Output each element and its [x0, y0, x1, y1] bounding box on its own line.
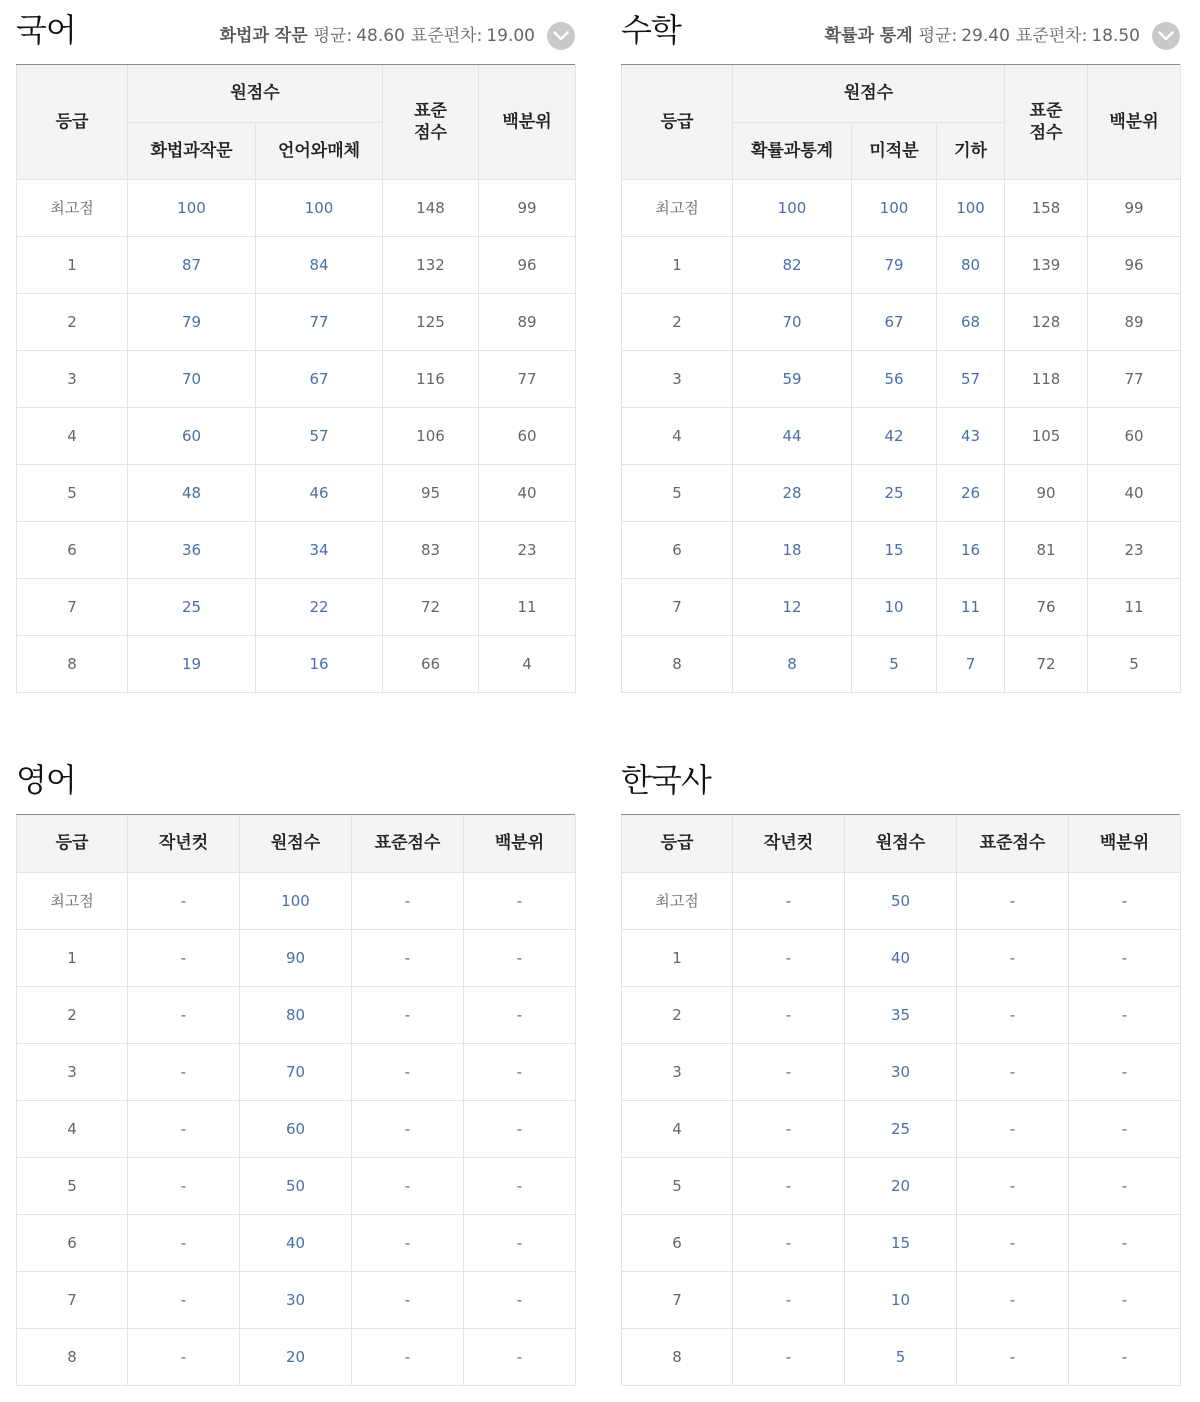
chevron-down-icon — [553, 31, 569, 41]
raw-score-cell: 84 — [256, 236, 383, 293]
table-row — [622, 929, 1181, 986]
table-cell: - — [352, 1214, 464, 1271]
table-cell: - — [464, 1043, 576, 1100]
raw-score-cell: 44 — [733, 407, 852, 464]
table-cell: - — [464, 1271, 576, 1328]
english-grade-header: 등급 — [17, 815, 128, 872]
grade-cell: 최고점 — [622, 872, 733, 929]
table-cell: - — [957, 1100, 1069, 1157]
table-cell: 89 — [479, 293, 576, 350]
table-cell: 11 — [1088, 578, 1181, 635]
table-cell: - — [352, 929, 464, 986]
table-cell: - — [1069, 1043, 1181, 1100]
table-row — [622, 1214, 1181, 1271]
grade-cell: 1 — [622, 929, 733, 986]
raw-score-cell: 25 — [128, 578, 256, 635]
raw-score-cell: 25 — [845, 1100, 957, 1157]
table-row — [17, 1328, 576, 1385]
table-cell: - — [128, 986, 240, 1043]
raw-score-cell: 100 — [128, 179, 256, 236]
grade-cell: 최고점 — [17, 872, 128, 929]
table-row — [17, 1214, 576, 1271]
english-table — [16, 815, 576, 1386]
raw-score-cell: 22 — [256, 578, 383, 635]
grade-cell: 7 — [622, 578, 733, 635]
grade-cell: 3 — [622, 350, 733, 407]
korean-table-body — [17, 179, 576, 692]
table-row — [622, 872, 1181, 929]
table-row — [17, 635, 576, 692]
raw-score-cell: 79 — [128, 293, 256, 350]
table-cell: - — [464, 986, 576, 1043]
grade-cell: 4 — [622, 407, 733, 464]
table-cell: 83 — [383, 521, 479, 578]
raw-score-cell: 57 — [937, 350, 1005, 407]
table-cell: 99 — [479, 179, 576, 236]
grade-cell: 최고점 — [622, 179, 733, 236]
korean-mean-label: 평균: — [313, 26, 353, 46]
english-header — [16, 748, 575, 815]
math-sub1-header: 확률과통계 — [733, 122, 852, 179]
raw-score-cell: 40 — [240, 1214, 352, 1271]
grade-cell: 3 — [622, 1043, 733, 1100]
math-sd-value: 18.50 — [1091, 26, 1140, 46]
table-cell: 11 — [479, 578, 576, 635]
table-cell: 128 — [1005, 293, 1088, 350]
table-cell: 132 — [383, 236, 479, 293]
raw-score-cell: 35 — [845, 986, 957, 1043]
table-row — [622, 1043, 1181, 1100]
table-row — [622, 986, 1181, 1043]
korean-std-header — [383, 65, 479, 179]
table-cell: 72 — [1005, 635, 1088, 692]
table-cell: - — [1069, 1271, 1181, 1328]
table-row — [17, 986, 576, 1043]
table-cell: - — [464, 872, 576, 929]
raw-score-cell: 28 — [733, 464, 852, 521]
table-row — [622, 1100, 1181, 1157]
table-row — [622, 635, 1181, 692]
table-cell: - — [128, 1328, 240, 1385]
raw-score-cell: 67 — [256, 350, 383, 407]
table-row — [17, 407, 576, 464]
table-cell: 96 — [1088, 236, 1181, 293]
korean-title: 국어 — [16, 11, 76, 49]
table-cell: - — [464, 1100, 576, 1157]
raw-score-cell: 70 — [128, 350, 256, 407]
raw-score-cell: 10 — [845, 1271, 957, 1328]
raw-score-cell: 19 — [128, 635, 256, 692]
history-grade-header: 등급 — [622, 815, 733, 872]
table-cell: - — [957, 1157, 1069, 1214]
math-std-header-line1: 표준 — [1029, 100, 1063, 121]
table-cell: 81 — [1005, 521, 1088, 578]
table-row — [17, 1271, 576, 1328]
table-cell: - — [1069, 1214, 1181, 1271]
raw-score-cell: 80 — [937, 236, 1005, 293]
history-panel — [621, 748, 1180, 1386]
raw-score-cell: 20 — [845, 1157, 957, 1214]
raw-score-cell: 100 — [733, 179, 852, 236]
table-row — [622, 1271, 1181, 1328]
korean-panel — [16, 0, 575, 693]
grade-cell: 2 — [17, 293, 128, 350]
table-cell: - — [733, 986, 845, 1043]
table-cell: - — [733, 1214, 845, 1271]
table-row — [622, 350, 1181, 407]
table-cell: - — [1069, 986, 1181, 1043]
table-cell: 95 — [383, 464, 479, 521]
table-cell: 23 — [479, 521, 576, 578]
raw-score-cell: 12 — [733, 578, 852, 635]
raw-score-cell: 100 — [937, 179, 1005, 236]
raw-score-cell: 80 — [240, 986, 352, 1043]
table-cell: 105 — [1005, 407, 1088, 464]
table-cell: - — [1069, 1157, 1181, 1214]
table-cell: - — [128, 1157, 240, 1214]
grade-cell: 최고점 — [17, 179, 128, 236]
raw-score-cell: 36 — [128, 521, 256, 578]
raw-score-cell: 59 — [733, 350, 852, 407]
table-row — [17, 1100, 576, 1157]
table-cell: 77 — [1088, 350, 1181, 407]
korean-mean-value: 48.60 — [356, 26, 405, 46]
raw-score-cell: 30 — [240, 1271, 352, 1328]
grade-cell: 4 — [17, 407, 128, 464]
raw-score-cell: 68 — [937, 293, 1005, 350]
table-cell: 106 — [383, 407, 479, 464]
raw-score-cell: 20 — [240, 1328, 352, 1385]
grade-cell: 6 — [622, 521, 733, 578]
raw-score-cell: 46 — [256, 464, 383, 521]
raw-score-cell: 70 — [733, 293, 852, 350]
table-row — [17, 578, 576, 635]
grade-cell: 2 — [622, 986, 733, 1043]
english-std-header: 표준점수 — [352, 815, 464, 872]
math-title: 수학 — [621, 11, 681, 49]
table-row — [17, 929, 576, 986]
table-cell: - — [128, 872, 240, 929]
table-cell: - — [464, 1214, 576, 1271]
table-row — [17, 293, 576, 350]
table-row — [622, 293, 1181, 350]
raw-score-cell: 100 — [240, 872, 352, 929]
chevron-down-icon — [1158, 31, 1174, 41]
grade-cell: 3 — [17, 350, 128, 407]
raw-score-cell: 50 — [845, 872, 957, 929]
grade-cell: 3 — [17, 1043, 128, 1100]
raw-score-cell: 100 — [852, 179, 937, 236]
table-row — [17, 521, 576, 578]
history-title: 한국사 — [621, 761, 711, 799]
table-cell: 89 — [1088, 293, 1181, 350]
korean-pct-header: 백분위 — [479, 65, 576, 179]
table-cell: 99 — [1088, 179, 1181, 236]
history-header — [621, 748, 1180, 815]
table-cell: - — [1069, 1328, 1181, 1385]
table-cell: - — [128, 1043, 240, 1100]
table-row — [17, 350, 576, 407]
raw-score-cell: 50 — [240, 1157, 352, 1214]
table-cell: - — [733, 929, 845, 986]
table-cell: - — [957, 872, 1069, 929]
table-cell: 66 — [383, 635, 479, 692]
raw-score-cell: 8 — [733, 635, 852, 692]
table-row — [622, 236, 1181, 293]
table-cell: - — [352, 986, 464, 1043]
grade-cell: 6 — [622, 1214, 733, 1271]
table-cell: 60 — [479, 407, 576, 464]
table-cell: 116 — [383, 350, 479, 407]
table-row — [17, 872, 576, 929]
table-cell: - — [352, 1271, 464, 1328]
korean-grade-header: 등급 — [17, 65, 128, 179]
table-cell: 23 — [1088, 521, 1181, 578]
korean-sd-value: 19.00 — [486, 26, 535, 46]
table-cell: - — [352, 872, 464, 929]
raw-score-cell: 60 — [240, 1100, 352, 1157]
history-table — [621, 815, 1181, 1386]
table-cell: 118 — [1005, 350, 1088, 407]
table-cell: - — [352, 1328, 464, 1385]
math-header — [621, 0, 1180, 65]
table-row — [622, 521, 1181, 578]
grade-cell: 4 — [17, 1100, 128, 1157]
table-cell: - — [1069, 1100, 1181, 1157]
math-panel — [621, 0, 1180, 693]
english-cut-header: 작년컷 — [128, 815, 240, 872]
raw-score-cell: 25 — [852, 464, 937, 521]
raw-score-cell: 87 — [128, 236, 256, 293]
table-cell: - — [464, 929, 576, 986]
english-panel — [16, 748, 575, 1386]
korean-std-header-line1: 표준 — [414, 100, 447, 121]
table-cell: - — [957, 986, 1069, 1043]
table-cell: - — [464, 1157, 576, 1214]
table-cell: - — [352, 1100, 464, 1157]
table-cell: - — [128, 1100, 240, 1157]
math-std-header — [1005, 65, 1088, 179]
grade-cell: 1 — [17, 236, 128, 293]
table-cell: 90 — [1005, 464, 1088, 521]
raw-score-cell: 79 — [852, 236, 937, 293]
table-row — [622, 464, 1181, 521]
korean-sd-label: 표준편차: — [410, 26, 483, 46]
table-cell: 60 — [1088, 407, 1181, 464]
korean-std-header-line2: 점수 — [414, 122, 447, 143]
grade-cell: 7 — [622, 1271, 733, 1328]
korean-raw-header: 원점수 — [128, 65, 383, 122]
raw-score-cell: 7 — [937, 635, 1005, 692]
table-cell: 4 — [479, 635, 576, 692]
math-sub2-header: 미적분 — [852, 122, 937, 179]
raw-score-cell: 77 — [256, 293, 383, 350]
korean-table — [16, 65, 576, 693]
math-summary — [825, 21, 1180, 51]
math-table-body — [622, 179, 1181, 692]
raw-score-cell: 11 — [937, 578, 1005, 635]
table-row — [17, 1157, 576, 1214]
raw-score-cell: 42 — [852, 407, 937, 464]
raw-score-cell: 16 — [256, 635, 383, 692]
grade-cell: 7 — [17, 1271, 128, 1328]
table-cell: 77 — [479, 350, 576, 407]
table-row — [622, 1328, 1181, 1385]
grade-cell: 4 — [622, 1100, 733, 1157]
table-cell: 148 — [383, 179, 479, 236]
math-mean-label: 평균: — [918, 26, 958, 46]
grade-cell: 8 — [622, 1328, 733, 1385]
grade-cell: 7 — [17, 578, 128, 635]
table-cell: - — [352, 1043, 464, 1100]
korean-summary — [220, 21, 575, 51]
korean-sub1-header: 화법과작문 — [128, 122, 256, 179]
table-row — [17, 464, 576, 521]
table-cell: - — [352, 1157, 464, 1214]
grade-cell: 1 — [17, 929, 128, 986]
math-std-header-line2: 점수 — [1029, 122, 1063, 143]
history-cut-header: 작년컷 — [733, 815, 845, 872]
english-title: 영어 — [16, 761, 76, 799]
raw-score-cell: 60 — [128, 407, 256, 464]
history-pct-header: 백분위 — [1069, 815, 1181, 872]
korean-header — [16, 0, 575, 65]
table-cell: - — [464, 1328, 576, 1385]
korean-dropdown-button[interactable] — [547, 22, 575, 50]
raw-score-cell: 56 — [852, 350, 937, 407]
grade-cell: 5 — [17, 1157, 128, 1214]
math-dropdown-button[interactable] — [1152, 22, 1180, 50]
table-cell: 40 — [1088, 464, 1181, 521]
korean-selected-subject: 화법과 작문 — [219, 26, 308, 46]
raw-score-cell: 10 — [852, 578, 937, 635]
raw-score-cell: 16 — [937, 521, 1005, 578]
raw-score-cell: 57 — [256, 407, 383, 464]
table-cell: 139 — [1005, 236, 1088, 293]
table-cell: 72 — [383, 578, 479, 635]
table-cell: - — [957, 1214, 1069, 1271]
grade-cell: 5 — [622, 1157, 733, 1214]
english-table-body — [17, 872, 576, 1385]
raw-score-cell: 15 — [845, 1214, 957, 1271]
table-cell: 40 — [479, 464, 576, 521]
table-row — [622, 407, 1181, 464]
grade-cell: 6 — [17, 521, 128, 578]
table-cell: - — [128, 929, 240, 986]
math-raw-header: 원점수 — [733, 65, 1005, 122]
raw-score-cell: 48 — [128, 464, 256, 521]
raw-score-cell: 34 — [256, 521, 383, 578]
grade-cell: 8 — [17, 1328, 128, 1385]
table-row — [622, 179, 1181, 236]
table-cell: - — [733, 1043, 845, 1100]
raw-score-cell: 67 — [852, 293, 937, 350]
raw-score-cell: 15 — [852, 521, 937, 578]
table-cell: 125 — [383, 293, 479, 350]
table-cell: - — [733, 872, 845, 929]
table-cell: - — [957, 1328, 1069, 1385]
raw-score-cell: 40 — [845, 929, 957, 986]
table-cell: 76 — [1005, 578, 1088, 635]
table-cell: - — [1069, 929, 1181, 986]
table-cell: - — [957, 929, 1069, 986]
math-table — [621, 65, 1181, 693]
raw-score-cell: 30 — [845, 1043, 957, 1100]
raw-score-cell: 18 — [733, 521, 852, 578]
table-row — [17, 179, 576, 236]
korean-sub2-header: 언어와매체 — [256, 122, 383, 179]
table-cell: - — [733, 1157, 845, 1214]
table-cell: - — [957, 1043, 1069, 1100]
math-selected-subject: 확률과 통계 — [824, 26, 913, 46]
raw-score-cell: 70 — [240, 1043, 352, 1100]
table-row — [622, 578, 1181, 635]
grade-cell: 2 — [17, 986, 128, 1043]
history-raw-header: 원점수 — [845, 815, 957, 872]
english-raw-header: 원점수 — [240, 815, 352, 872]
table-cell: - — [128, 1271, 240, 1328]
math-sub3-header: 기하 — [937, 122, 1005, 179]
math-sd-label: 표준편차: — [1015, 26, 1088, 46]
table-row — [17, 236, 576, 293]
raw-score-cell: 26 — [937, 464, 1005, 521]
grade-cell: 5 — [622, 464, 733, 521]
table-cell: 158 — [1005, 179, 1088, 236]
raw-score-cell: 43 — [937, 407, 1005, 464]
grade-cell: 6 — [17, 1214, 128, 1271]
history-table-body — [622, 872, 1181, 1385]
table-cell: - — [128, 1214, 240, 1271]
table-cell: - — [957, 1271, 1069, 1328]
table-cell: 96 — [479, 236, 576, 293]
history-std-header: 표준점수 — [957, 815, 1069, 872]
table-cell: 5 — [1088, 635, 1181, 692]
table-row — [622, 1157, 1181, 1214]
math-grade-header: 등급 — [622, 65, 733, 179]
math-mean-value: 29.40 — [961, 26, 1010, 46]
raw-score-cell: 5 — [852, 635, 937, 692]
table-cell: - — [1069, 872, 1181, 929]
grade-cell: 8 — [17, 635, 128, 692]
grade-cell: 1 — [622, 236, 733, 293]
grade-cell: 2 — [622, 293, 733, 350]
table-row — [17, 1043, 576, 1100]
table-cell: - — [733, 1271, 845, 1328]
raw-score-cell: 90 — [240, 929, 352, 986]
raw-score-cell: 100 — [256, 179, 383, 236]
table-cell: - — [733, 1328, 845, 1385]
grade-cell: 8 — [622, 635, 733, 692]
math-pct-header: 백분위 — [1088, 65, 1181, 179]
raw-score-cell: 82 — [733, 236, 852, 293]
raw-score-cell: 5 — [845, 1328, 957, 1385]
grade-cell: 5 — [17, 464, 128, 521]
english-pct-header: 백분위 — [464, 815, 576, 872]
table-cell: - — [733, 1100, 845, 1157]
